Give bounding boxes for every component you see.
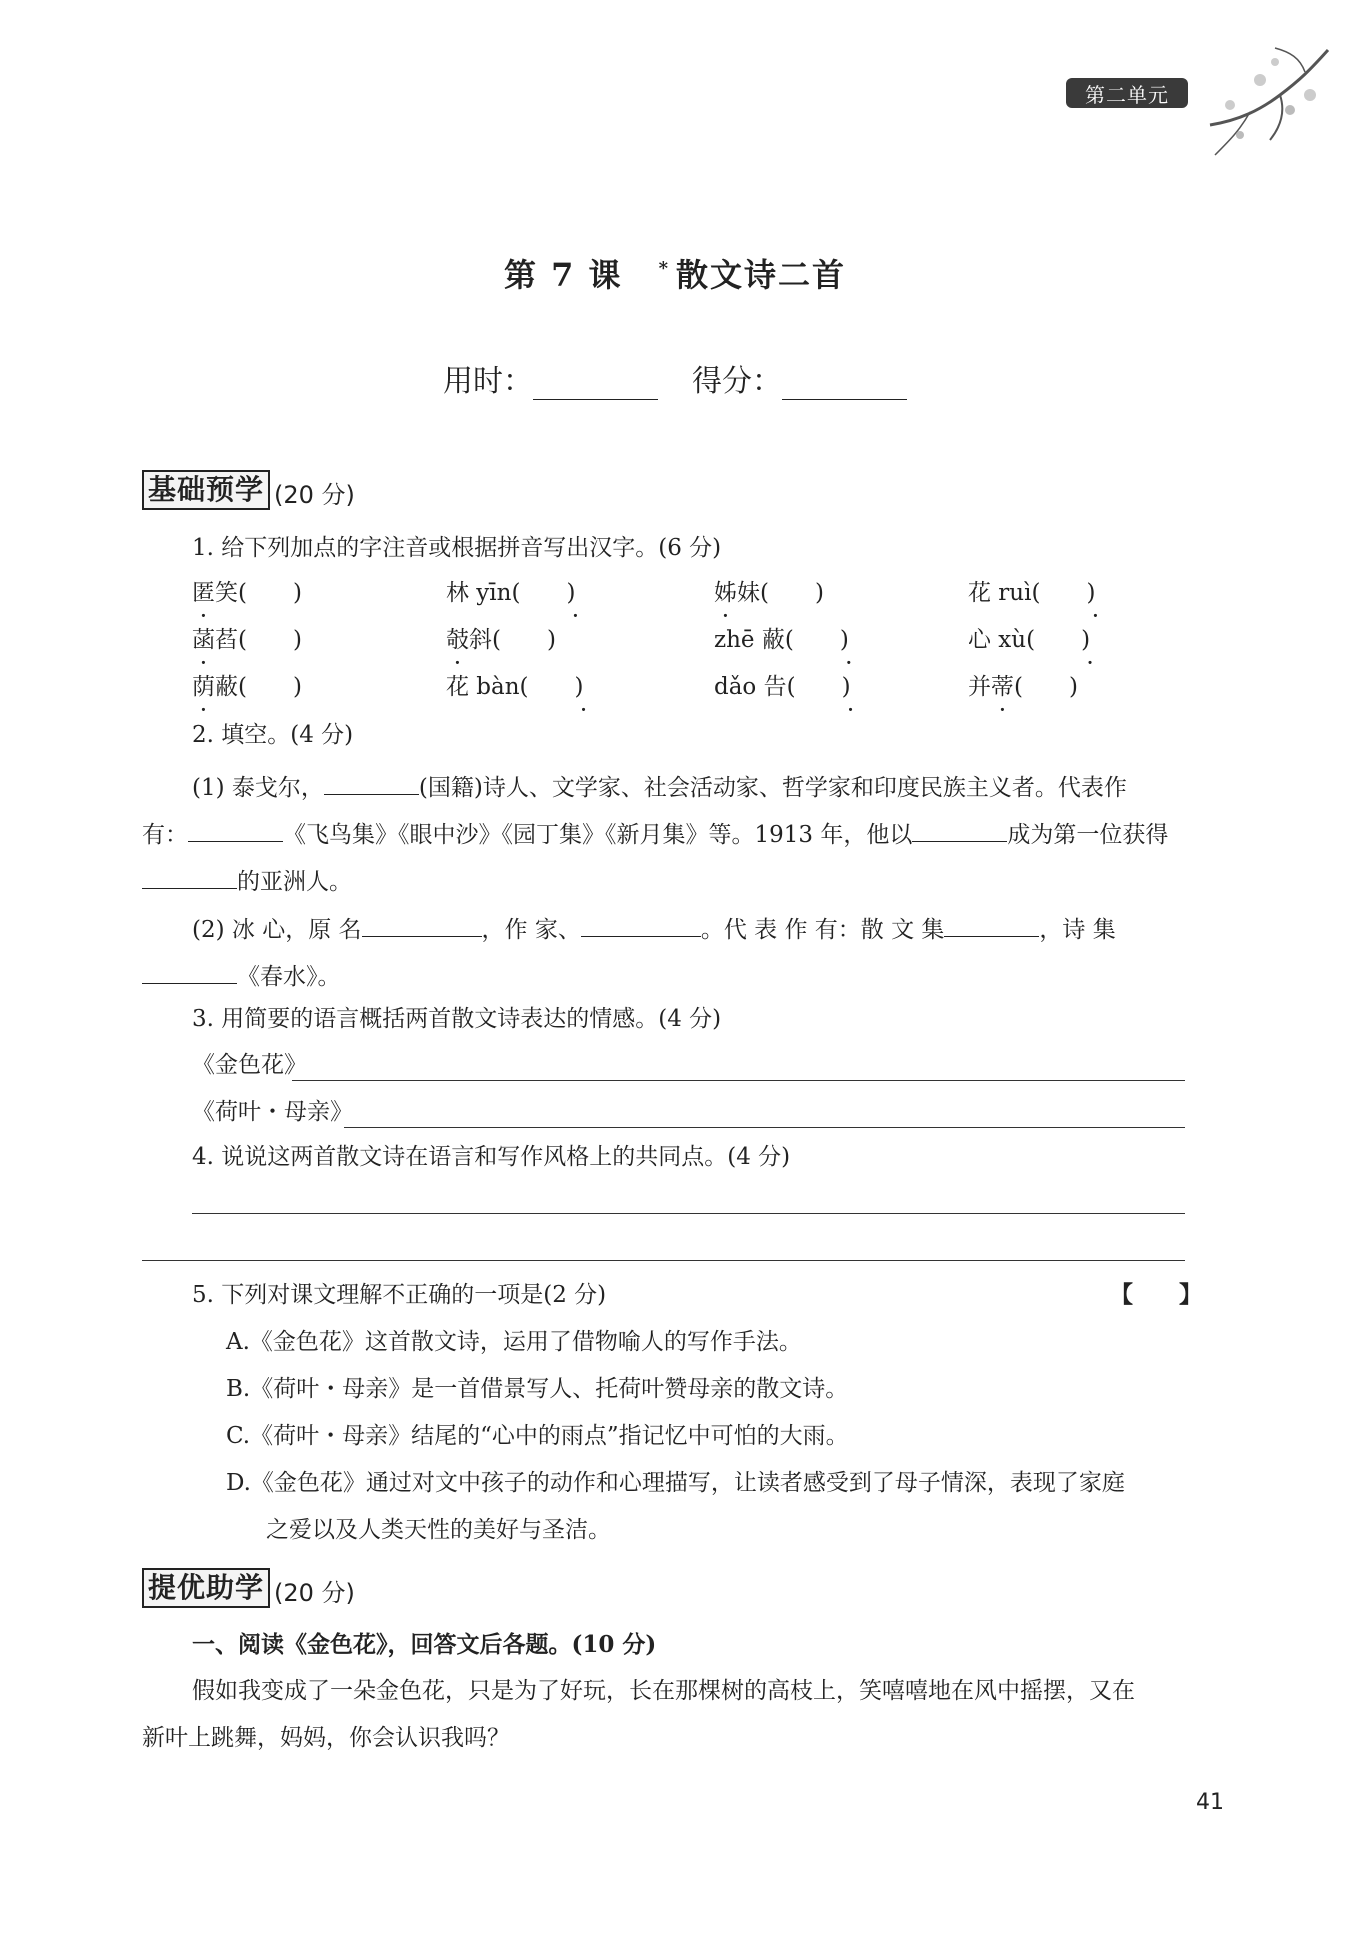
option-b: B.《荷叶・母亲》是一首借景写人、托荷叶赞母亲的散文诗。 bbox=[226, 1376, 849, 1402]
dotted-char: 菡 bbox=[192, 627, 215, 653]
score-blank[interactable] bbox=[782, 369, 907, 400]
option-c: C.《荷叶・母亲》结尾的“心中的雨点”指记忆中可怕的大雨。 bbox=[226, 1423, 849, 1449]
blank-works[interactable] bbox=[188, 815, 283, 842]
page-number: 41 bbox=[1196, 1790, 1224, 1815]
lesson-subtitle: 散文诗二首 bbox=[675, 256, 846, 294]
blank-original-name[interactable] bbox=[362, 910, 482, 937]
pinyin-item[interactable]: 花 bàn( ) bbox=[446, 674, 584, 700]
q3-label-b: 《荷叶・母亲》 bbox=[192, 1099, 353, 1125]
dotted-char: 蒂 bbox=[991, 674, 1014, 700]
section-header-basic bbox=[142, 470, 355, 510]
pinyin-item[interactable]: 花 ruì( ) bbox=[968, 580, 1096, 606]
lesson-number: 第 7 课 bbox=[504, 256, 623, 294]
q4-answer-line-2[interactable] bbox=[142, 1260, 1185, 1261]
q4-answer-line-1[interactable] bbox=[192, 1213, 1185, 1214]
blank-poetry[interactable] bbox=[142, 957, 237, 984]
pinyin-item[interactable]: 姊妹( ) bbox=[714, 580, 824, 606]
option-d: D.《金色花》通过对文中孩子的动作和心理描写，让读者感受到了母子情深，表现了家庭 bbox=[226, 1470, 1125, 1496]
section-title: 基础预学 bbox=[142, 470, 270, 510]
question-3-prompt: 3. 用简要的语言概括两首散文诗表达的情感。(4 分) bbox=[192, 1006, 722, 1032]
answer-bracket[interactable]: 【 】 bbox=[1110, 1281, 1202, 1308]
blank-prose[interactable] bbox=[944, 910, 1039, 937]
q3-label-a: 《金色花》 bbox=[192, 1052, 307, 1078]
passage-line-2: 新叶上跳舞，妈妈，你会认识我吗？ bbox=[142, 1725, 510, 1751]
time-label: 用时： bbox=[443, 364, 533, 399]
q2-line-1: (1) 泰戈尔， (国籍)诗人、文学家、社会活动家、哲学家和印度民族主义者。代表作 bbox=[192, 768, 1127, 803]
pinyin-item[interactable]: 荫蔽( ) bbox=[192, 674, 302, 700]
pinyin-item[interactable]: 林 yīn( ) bbox=[446, 580, 576, 606]
q3-answer-line-b[interactable] bbox=[344, 1127, 1185, 1128]
pinyin-item[interactable]: zhē 蔽( ) bbox=[714, 627, 849, 653]
unit-badge: 第二单元 bbox=[1066, 78, 1188, 108]
question-5-prompt: 5. 下列对课文理解不正确的一项是(2 分) bbox=[192, 1282, 607, 1308]
pinyin-item[interactable]: 并蒂( ) bbox=[968, 674, 1078, 700]
q2-line-3: 的亚洲人。 bbox=[142, 862, 352, 897]
pinyin-item[interactable]: 菡萏( ) bbox=[192, 627, 302, 653]
pinyin-item[interactable]: 匿笑( ) bbox=[192, 580, 302, 606]
q3-answer-line-a[interactable] bbox=[292, 1080, 1185, 1081]
blank-award[interactable] bbox=[142, 862, 237, 889]
reading-title: 一、阅读《金色花》，回答文后各题。(10 分) bbox=[192, 1631, 657, 1658]
pinyin-item[interactable]: 攲斜( ) bbox=[446, 627, 556, 653]
dotted-char: 荫 bbox=[192, 674, 215, 700]
dotted-char: 姊 bbox=[714, 580, 737, 606]
score-label: 得分： bbox=[692, 364, 782, 399]
question-4-prompt: 4. 说说这两首散文诗在语言和写作风格上的共同点。(4 分) bbox=[192, 1144, 791, 1170]
q2-line-4: (2) 冰 心，原 名 ，作 家、 。代 表 作 有：散 文 集 ，诗 集 bbox=[192, 910, 1116, 945]
lesson-title bbox=[0, 250, 1350, 296]
blank-role[interactable] bbox=[581, 910, 701, 937]
blank-nationality[interactable] bbox=[324, 768, 419, 795]
option-a: A.《金色花》这首散文诗，运用了借物喻人的写作手法。 bbox=[226, 1329, 802, 1355]
section-score: (20 分) bbox=[274, 1579, 355, 1607]
dotted-char: 匿 bbox=[192, 580, 215, 606]
section-score: (20 分) bbox=[274, 481, 355, 509]
q2-line-2: 有： 《飞鸟集》《眼中沙》《园丁集》《新月集》等。1913 年，他以 成为第一位获得 bbox=[142, 815, 1168, 850]
question-1-prompt: 1. 给下列加点的字注音或根据拼音写出汉字。(6 分) bbox=[192, 535, 722, 561]
plum-branch-illustration bbox=[1190, 40, 1330, 160]
time-blank[interactable] bbox=[533, 369, 658, 400]
q2-line-5: 《春水》。 bbox=[142, 957, 341, 992]
star-mark: * bbox=[658, 258, 670, 280]
timing-row bbox=[0, 356, 1350, 400]
pinyin-item[interactable]: 心 xù( ) bbox=[968, 627, 1091, 653]
pinyin-item[interactable]: dǎo 告( ) bbox=[714, 674, 851, 700]
dotted-char: 攲 bbox=[446, 627, 469, 653]
option-d-continued: 之爱以及人类天性的美好与圣洁。 bbox=[266, 1517, 611, 1543]
passage-line-1: 假如我变成了一朵金色花，只是为了好玩，长在那棵树的高枝上，笑嘻嘻地在风中摇摆，又在 bbox=[192, 1678, 1135, 1704]
section-title: 提优助学 bbox=[142, 1568, 270, 1608]
section-header-advanced bbox=[142, 1568, 355, 1608]
question-2-prompt: 2. 填空。(4 分) bbox=[192, 722, 354, 748]
blank-award-work[interactable] bbox=[912, 815, 1007, 842]
